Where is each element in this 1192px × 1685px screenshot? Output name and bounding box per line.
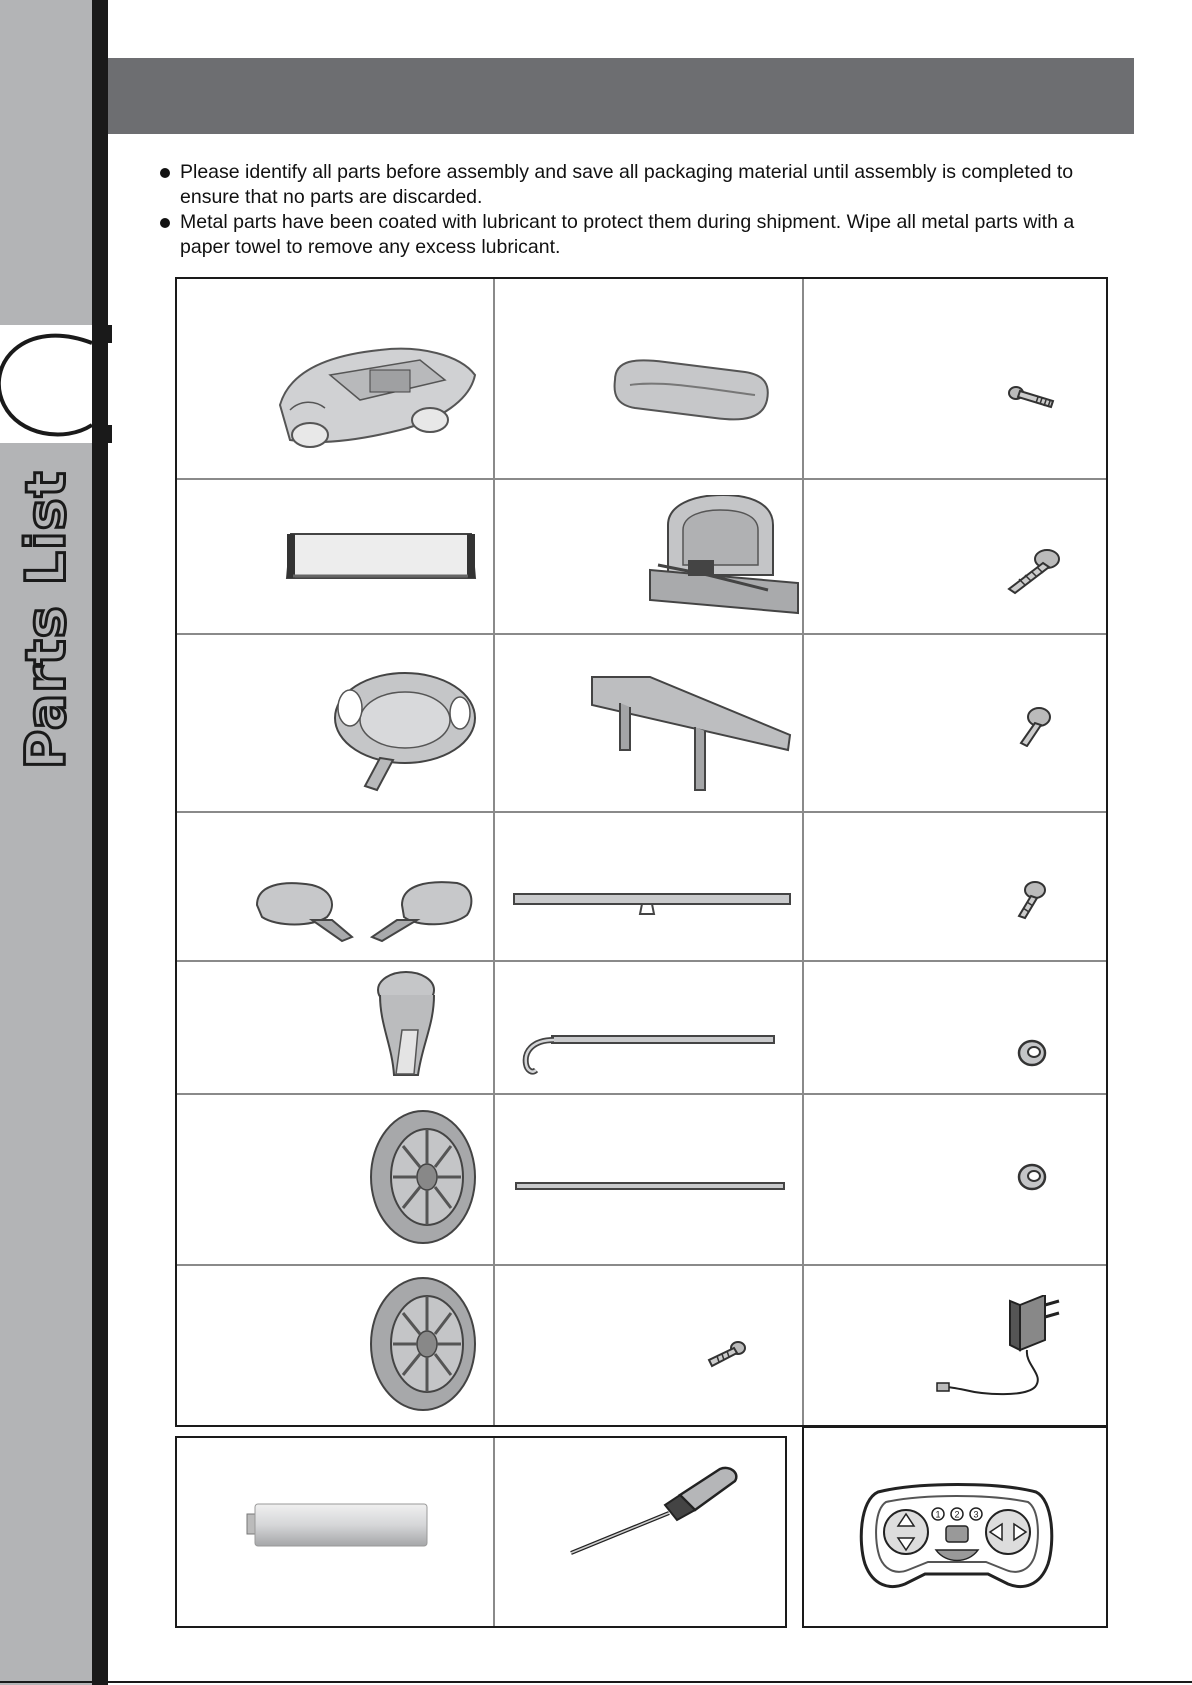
bullet-icon: [160, 168, 170, 178]
gear-knob-icon: [372, 970, 440, 1078]
grid-divider: [177, 811, 1106, 813]
car-body-icon: [270, 330, 480, 465]
remote-control-icon: [858, 1482, 1055, 1592]
front-wheel-icon: [365, 1275, 477, 1413]
windshield-icon: [283, 528, 478, 584]
box-divider: [493, 1438, 495, 1626]
lock-nut-icon: [1016, 1038, 1048, 1068]
rear-spoiler-icon: [590, 675, 795, 795]
grid-divider: [177, 478, 1106, 480]
battery-icon: [245, 1500, 430, 1550]
rear-axle-icon: [512, 888, 792, 918]
steering-wheel-icon: [325, 668, 477, 793]
charger-icon: [935, 1295, 1065, 1400]
grid-divider: [177, 1264, 1106, 1266]
bolt-icon: [707, 1340, 747, 1370]
instruction-text: Metal parts have been coated with lubricant to protect them during shipment. Wipe all metal parts with a paper towel to remove any excess lubricant.: [180, 211, 1075, 258]
bullet-icon: [160, 218, 170, 228]
grid-divider: [177, 960, 1106, 962]
steering-rod-icon: [522, 1030, 777, 1078]
seat-backrest-icon: [648, 495, 803, 617]
seat-cushion-icon: [605, 350, 775, 430]
remote-label-1: 1: [935, 1509, 941, 1520]
sidebar-title: Parts List: [14, 470, 78, 770]
sidebar-tab-icon: [0, 325, 112, 443]
cap-nut-icon: [1016, 1162, 1048, 1192]
grid-divider: [177, 1093, 1106, 1095]
sidebar-rule: [92, 0, 108, 1685]
grid-divider: [802, 279, 804, 1425]
short-screw-icon: [1013, 705, 1053, 747]
instruction-list: [158, 160, 1118, 260]
tapping-screw-icon: [1003, 545, 1063, 595]
instruction-item: [158, 160, 1118, 210]
sidebar-band: [0, 0, 92, 1685]
front-axle-icon: [514, 1180, 786, 1194]
footer-rule: [0, 1681, 1192, 1683]
screwdriver-icon: [565, 1465, 740, 1557]
grid-divider: [493, 279, 495, 1425]
rear-wheel-icon: [365, 1108, 477, 1246]
small-screw-icon: [1013, 880, 1049, 920]
header-band: [108, 58, 1134, 134]
remote-label-3: 3: [973, 1509, 979, 1520]
long-bolt-icon: [1008, 383, 1058, 413]
remote-label-2: 2: [954, 1509, 960, 1520]
grid-divider: [177, 633, 1106, 635]
instruction-text: Please identify all parts before assembly and save all packaging material until assembly is completed to ensure that no parts are discarded.: [180, 161, 1074, 208]
instruction-item: [158, 210, 1118, 260]
side-mirrors-icon: [252, 875, 477, 945]
